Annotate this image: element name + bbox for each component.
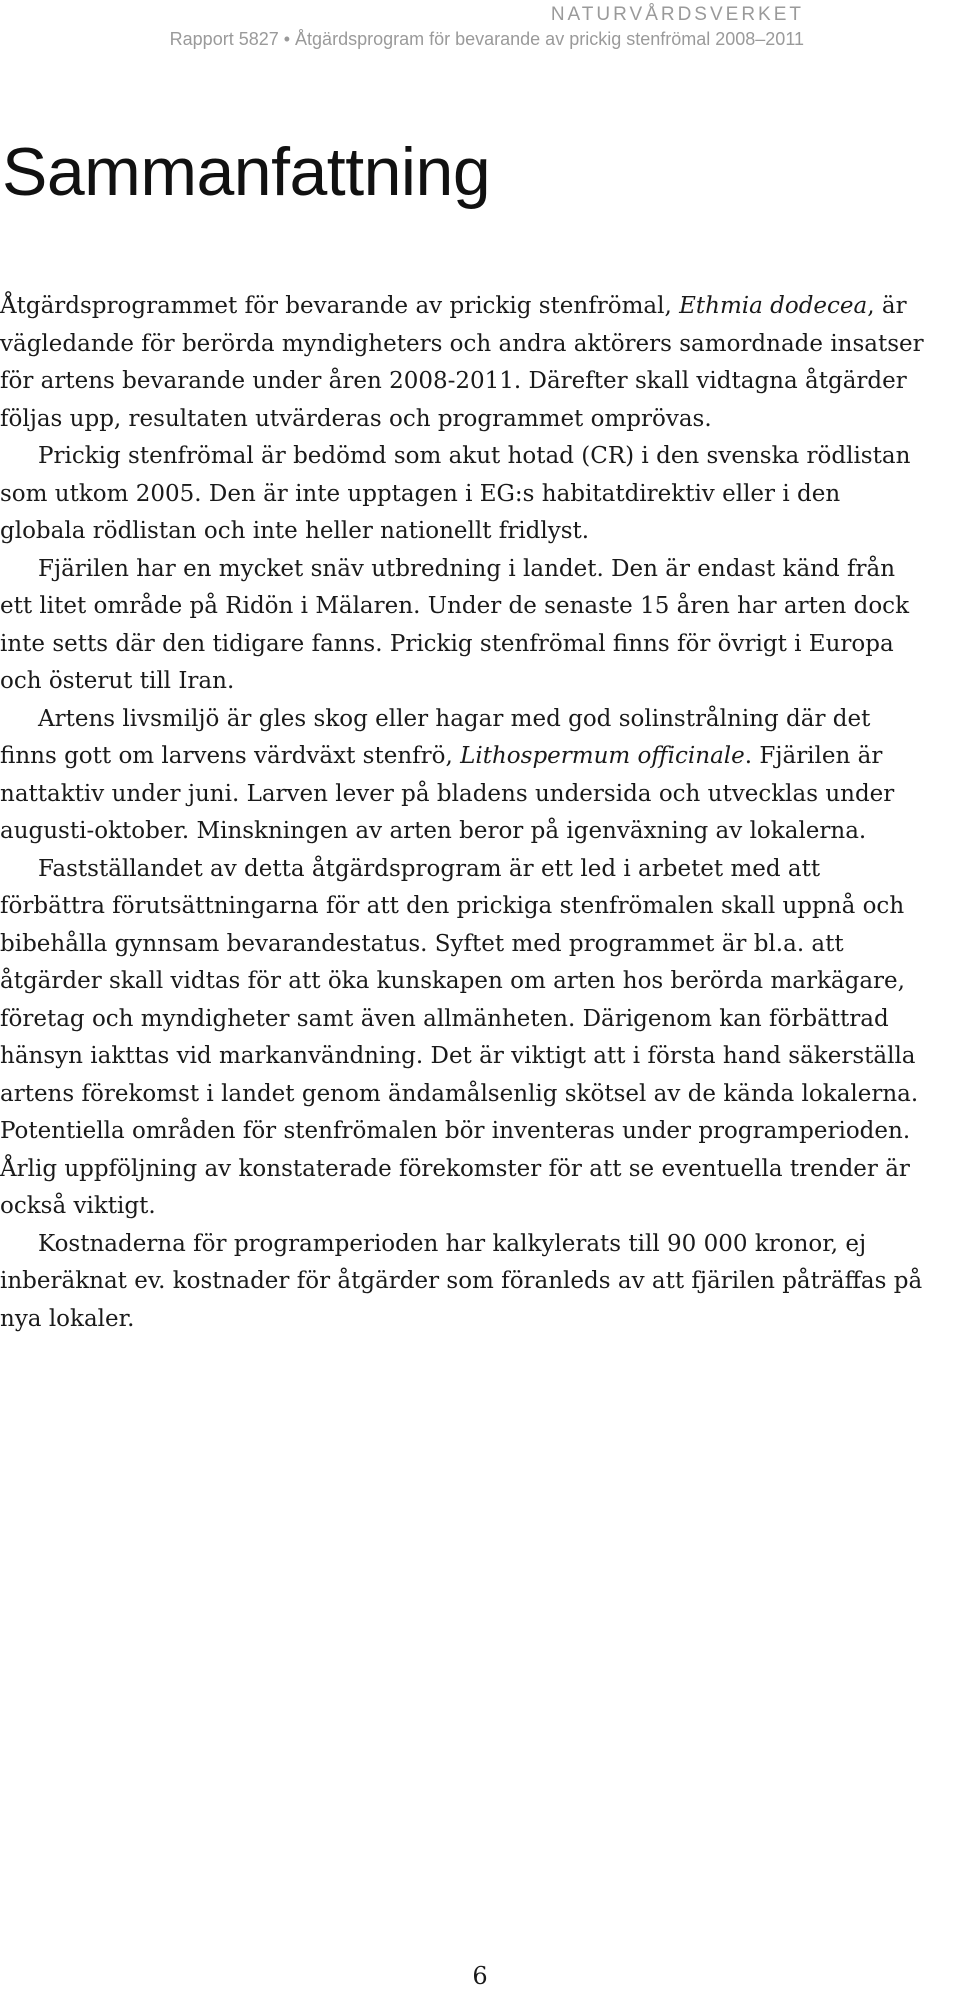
paragraph-4: Artens livsmiljö är gles skog eller hagar med god solinstrålning där det finns gott om larvens värdväxt stenfrö, Lithospermum officinale. Fjärilen är nattaktiv under juni. Larven lever på bladens undersida och utvecklas under augusti-oktober. Minskningen av arten beror på igenväxning av lokalerna. bbox=[0, 705, 895, 844]
running-header bbox=[170, 4, 804, 52]
paragraph-6: Kostnaderna för programperioden har kalkylerats till 90 000 kronor, ej inberäknat ev. kostnader för åtgärder som föranleds av att fjärilen påträffas på nya lokaler. bbox=[0, 1230, 923, 1332]
host-plant-name-italic: Lithospermum officinale bbox=[460, 743, 745, 769]
page-number: 6 bbox=[472, 1962, 488, 1990]
summary-body bbox=[0, 288, 930, 1338]
paragraph-3: Fjärilen har en mycket snäv utbredning i landet. Den är endast känd från ett litet område på Ridön i Mälaren. Under de senaste 15 åren har arten dock inte setts där den tidigare fanns. Prickig stenfrömal finns för övrigt i Europa och österut till Iran. bbox=[0, 555, 910, 694]
paragraph-2: Prickig stenfrömal är bedömd som akut hotad (CR) i den svenska rödlistan som utkom 2005. Den är inte upptagen i EG:s habitatdirektiv eller i den globala rödlistan och inte heller nationellt fridlyst. bbox=[0, 443, 911, 544]
running-title: Rapport 5827 • Åtgärdsprogram för bevarande av prickig stenfrömal 2008–2011 bbox=[169, 29, 804, 49]
organization-name: NATURVÅRDSVERKET bbox=[550, 4, 804, 25]
paragraph-1: Åtgärdsprogrammet för bevarande av prickig stenfrömal, Ethmia dodecea, är vägledande för berörda myndigheters och andra aktörers samordnade insatser för artens bevarande under åren 2008-2011. Därefter skall vidtagna åtgärder följas upp, resultaten utvärderas och programmet omprövas. bbox=[0, 293, 924, 432]
paragraph-5: Fastställandet av detta åtgärdsprogram är ett led i arbetet med att förbättra förutsättningarna för att den prickiga stenfrömalen skall uppnå och bibehålla gynnsam bevarandestatus. Syftet med programmet är bl.a. att åtgärder skall vidtas för att öka kunskapen om arten hos berörda markägare, företag och myndigheter samt även allmänheten. Därigenom kan förbättrad hänsyn iakttas vid markanvändning. Det är viktigt att i första hand säkerställa artens förekomst i landet genom ändamålsenlig skötsel av de kända lokalerna. Potentiella områden för stenfrömalen bör inventeras under programperioden. Årlig uppföljning av konstaterade förekomster för att se eventuella trender är också viktigt. bbox=[0, 855, 919, 1219]
species-name-italic: Ethmia dodecea bbox=[679, 293, 868, 319]
section-title: Sammanfattning bbox=[2, 134, 491, 210]
